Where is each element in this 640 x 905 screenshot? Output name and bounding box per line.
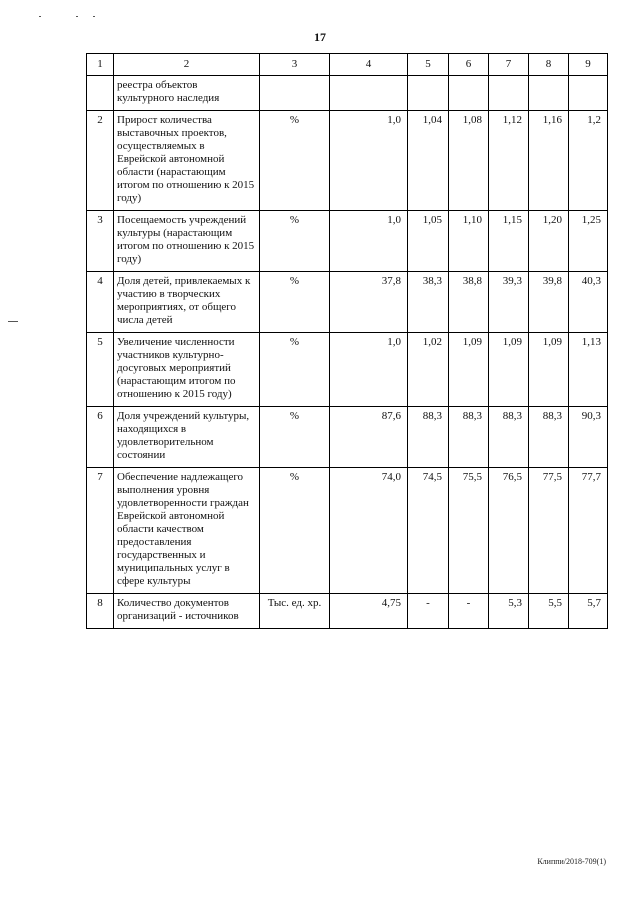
value-cell: 74,5 bbox=[408, 468, 449, 594]
row-number: 6 bbox=[87, 407, 114, 468]
value-cell: 5,7 bbox=[569, 594, 608, 629]
value-cell bbox=[569, 76, 608, 111]
scan-speck bbox=[76, 16, 78, 17]
table-row bbox=[87, 407, 608, 468]
value-cell: 1,25 bbox=[569, 211, 608, 272]
page-number: 17 bbox=[314, 30, 326, 44]
indicator-name: Прирост количества выставочных проектов, осуществляемых в Еврейской автономной области (нарастающим итогом по отношению к 2015 году) bbox=[114, 111, 260, 211]
value-cell: 1,15 bbox=[489, 211, 529, 272]
column-header-8: 8 bbox=[529, 54, 569, 76]
header-row bbox=[87, 54, 608, 76]
document-code: Клиппи/2018-709(1) bbox=[537, 857, 606, 866]
value-cell bbox=[330, 76, 408, 111]
value-cell: 77,7 bbox=[569, 468, 608, 594]
row-number: 8 bbox=[87, 594, 114, 629]
value-cell: 1,09 bbox=[529, 333, 569, 407]
table-body bbox=[87, 76, 608, 629]
scan-speck bbox=[93, 16, 95, 17]
table-row bbox=[87, 594, 608, 629]
indicator-name: Увеличение численности участников культурно-досуговых мероприятий (нарастающим итогом по отношению к 2015 году) bbox=[114, 333, 260, 407]
row-number: 4 bbox=[87, 272, 114, 333]
value-cell: 5,3 bbox=[489, 594, 529, 629]
unit: % bbox=[260, 468, 330, 594]
row-number: 2 bbox=[87, 111, 114, 211]
value-cell bbox=[489, 76, 529, 111]
unit: % bbox=[260, 111, 330, 211]
unit bbox=[260, 76, 330, 111]
column-header-9: 9 bbox=[569, 54, 608, 76]
value-cell: 75,5 bbox=[449, 468, 489, 594]
value-cell: 1,0 bbox=[330, 211, 408, 272]
value-cell: 38,8 bbox=[449, 272, 489, 333]
value-cell: 1,2 bbox=[569, 111, 608, 211]
table-row bbox=[87, 333, 608, 407]
column-header-5: 5 bbox=[408, 54, 449, 76]
value-cell: 90,3 bbox=[569, 407, 608, 468]
indicator-name: Количество документов организаций - источников bbox=[114, 594, 260, 629]
value-cell: 1,0 bbox=[330, 111, 408, 211]
scan-speck bbox=[39, 16, 41, 17]
value-cell bbox=[529, 76, 569, 111]
column-header-1: 1 bbox=[87, 54, 114, 76]
column-header-7: 7 bbox=[489, 54, 529, 76]
table-row bbox=[87, 111, 608, 211]
value-cell: 1,04 bbox=[408, 111, 449, 211]
column-header-4: 4 bbox=[330, 54, 408, 76]
value-cell: - bbox=[449, 594, 489, 629]
column-header-6: 6 bbox=[449, 54, 489, 76]
table-row bbox=[87, 272, 608, 333]
value-cell: 74,0 bbox=[330, 468, 408, 594]
indicator-name: Доля учреждений культуры, находящихся в удовлетворительном состоянии bbox=[114, 407, 260, 468]
value-cell: 1,0 bbox=[330, 333, 408, 407]
column-header-2: 2 bbox=[114, 54, 260, 76]
unit: % bbox=[260, 211, 330, 272]
value-cell: 88,3 bbox=[449, 407, 489, 468]
scan-speck bbox=[8, 321, 18, 322]
value-cell: 88,3 bbox=[489, 407, 529, 468]
value-cell: 76,5 bbox=[489, 468, 529, 594]
value-cell: 1,20 bbox=[529, 211, 569, 272]
unit: Тыс. ед. хр. bbox=[260, 594, 330, 629]
value-cell: 4,75 bbox=[330, 594, 408, 629]
value-cell: 1,16 bbox=[529, 111, 569, 211]
value-cell: 88,3 bbox=[408, 407, 449, 468]
row-number: 5 bbox=[87, 333, 114, 407]
row-number bbox=[87, 76, 114, 111]
value-cell: 39,3 bbox=[489, 272, 529, 333]
value-cell: 1,10 bbox=[449, 211, 489, 272]
value-cell: 1,13 bbox=[569, 333, 608, 407]
value-cell: 5,5 bbox=[529, 594, 569, 629]
row-number: 7 bbox=[87, 468, 114, 594]
value-cell: 1,05 bbox=[408, 211, 449, 272]
unit: % bbox=[260, 272, 330, 333]
value-cell: 38,3 bbox=[408, 272, 449, 333]
indicator-name: Посещаемость учреждений культуры (нарастающим итогом по отношению к 2015 году) bbox=[114, 211, 260, 272]
value-cell: - bbox=[408, 594, 449, 629]
unit: % bbox=[260, 333, 330, 407]
indicator-name: Обеспечение надлежащего выполнения уровня удовлетворенности граждан Еврейской автономной области качеством предоставления государственных и муниципальных услуг в сфере культуры bbox=[114, 468, 260, 594]
value-cell bbox=[408, 76, 449, 111]
value-cell bbox=[449, 76, 489, 111]
column-header-3: 3 bbox=[260, 54, 330, 76]
indicator-name: Доля детей, привлекаемых к участию в творческих мероприятиях, от общего числа детей bbox=[114, 272, 260, 333]
indicators-table bbox=[86, 53, 608, 629]
value-cell: 40,3 bbox=[569, 272, 608, 333]
value-cell: 1,02 bbox=[408, 333, 449, 407]
indicator-name: реестра объектов культурного наследия bbox=[114, 76, 260, 111]
value-cell: 1,09 bbox=[489, 333, 529, 407]
unit: % bbox=[260, 407, 330, 468]
table-row bbox=[87, 211, 608, 272]
value-cell: 87,6 bbox=[330, 407, 408, 468]
value-cell: 1,09 bbox=[449, 333, 489, 407]
value-cell: 1,08 bbox=[449, 111, 489, 211]
table-row bbox=[87, 76, 608, 111]
value-cell: 39,8 bbox=[529, 272, 569, 333]
row-number: 3 bbox=[87, 211, 114, 272]
value-cell: 37,8 bbox=[330, 272, 408, 333]
value-cell: 77,5 bbox=[529, 468, 569, 594]
table-row bbox=[87, 468, 608, 594]
value-cell: 88,3 bbox=[529, 407, 569, 468]
value-cell: 1,12 bbox=[489, 111, 529, 211]
